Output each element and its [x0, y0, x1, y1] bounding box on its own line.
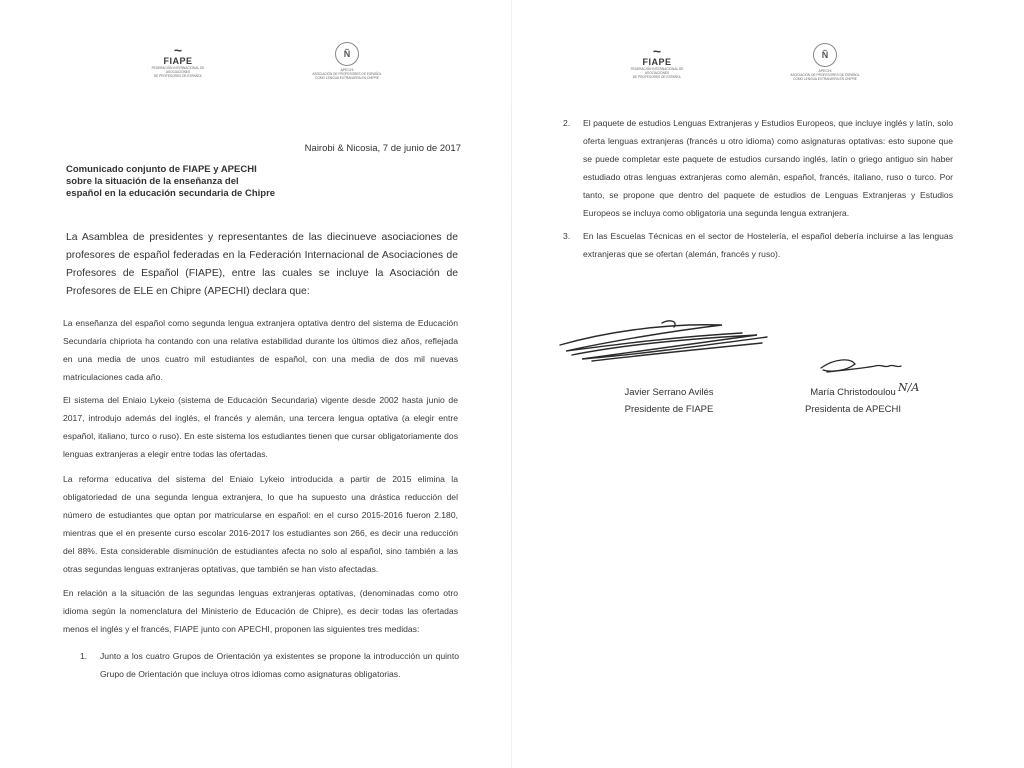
- fiape-logo-subtitle: DE PROFESORES DE ESPAÑOL: [153, 74, 203, 78]
- fiape-logo: [622, 45, 692, 79]
- fiape-logo-subtitle: FEDERACIÓN INTERNACIONAL DE ASOCIACIONES: [630, 67, 684, 75]
- heading-line: Comunicado conjunto de FIAPE y APECHI: [66, 164, 257, 175]
- apechi-logo-name: APECHI: [340, 68, 354, 72]
- fiape-tilde-icon: ~: [173, 42, 183, 58]
- apechi-seal-icon: Ñ: [335, 42, 359, 66]
- list-item-number: 1.: [80, 651, 88, 661]
- fiape-logo-name: FIAPE: [163, 56, 193, 66]
- signatory-role: Presidente de FIAPE: [624, 404, 714, 415]
- body-paragraph: El sistema del Eniaio Lykeio (sistema de Educación Secundaria) vigente desde 2002 hasta junio de 2017, introdujo además del inglés, el francés y alemán, una tercera lengua optativa (a elegir entre español, italiano, turco o ruso). En este sistema los estudiantes tienen que cursar obligatoriamente dos lenguas extranjeras a elegir entre todas las ofertadas.: [63, 395, 458, 459]
- list-item-text: El paquete de estudios Lenguas Extranjeras y Estudios Europeos, que incluye inglés y latín, solo oferta lenguas extranjeras (francés u otro idioma) como asignaturas optativas: esto supone que se puede completar este paquete de estudios cursando inglés, latín o griego antiguo sin haber estudiado otras lenguas extranjeras como alemán, español, francés, italiano, ruso o turco. Por tanto, se propone que dentro del paquete de estudios de Lenguas Extranjeras y Estudios Europeos se incluya como obligatoria una segunda lengua extranjera.: [583, 118, 953, 218]
- handwritten-initials: N/A: [898, 381, 920, 394]
- signature-maria-christodoulou: [815, 354, 905, 382]
- intro-paragraph: La Asamblea de presidentes y representantes de las diecinueve asociaciones de profesores de español federadas en la Federación Internacional de Asociaciones de Profesores de Español (FIAPE), entre las cuales se incluye la Asociación de Profesores de ELE en Chipre (APECHI) declara que:: [66, 232, 458, 297]
- apechi-logo-subtitle: ASOCIACIÓN DE PROFESORES DE ESPAÑOL: [790, 73, 860, 77]
- body-paragraph: En relación a la situación de las segundas lenguas extranjeras optativas, (denominadas como otro idioma según la nomenclatura del Ministerio de Educación de Chipre), es decir todas las ofertadas menos el inglés y el francés, FIAPE junto con APECHI, proponen las siguientes tres medidas:: [63, 588, 458, 634]
- apechi-logo-name: APECHI: [818, 69, 832, 73]
- right-page: [512, 0, 1024, 768]
- signatory-role: Presidenta de APECHI: [804, 404, 902, 415]
- heading-line: sobre la situación de la enseñanza del: [66, 176, 239, 187]
- body-paragraph: La reforma educativa del sistema del Eniaio Lykeio introducida a partir de 2015 elimina la obligatoriedad de una segunda lengua extranjera, lo que ha supuesto una drástica reducción del número de estudiantes que optan por matricularse en español: en el curso 2015-2016 fueron 2.180, mientras que el en presente curso escolar 2016-2017 los estudiantes son 266, es decir una reducción del 88%. Esta considerable disminución de estudiantes afecta no solo al español, sino también a las otras segundas lenguas extranjeras optativas, que también se han visto afectadas.: [63, 474, 458, 574]
- document-heading: [66, 164, 326, 200]
- apechi-seal-icon: Ñ: [813, 43, 837, 67]
- fiape-logo-subtitle: DE PROFESORES DE ESPAÑOL: [632, 75, 682, 79]
- apechi-logo-subtitle: ASOCIACIÓN DE PROFESORES DE ESPAÑOL: [312, 72, 382, 76]
- signatory-name: María Christodoulou: [810, 387, 896, 398]
- list-item: [563, 227, 953, 263]
- heading-line: español en la educación secundaria de Chipre: [66, 188, 276, 199]
- list-item-text: En las Escuelas Técnicas en el sector de Hostelería, el español debería incluirse a las lenguas extranjeras que se ofertan (alemán, francés y ruso).: [583, 231, 953, 259]
- list-item-number: 3.: [563, 231, 571, 241]
- fiape-logo-subtitle: FEDERACIÓN INTERNACIONAL DE ASOCIACIONES: [151, 66, 205, 74]
- list-item-number: 2.: [563, 118, 571, 128]
- fiape-logo-name: FIAPE: [642, 57, 672, 67]
- fiape-tilde-icon: ~: [652, 43, 662, 59]
- apechi-logo-subtitle: COMO LENGUA EXTRANJERA EN CHIPRE: [793, 77, 857, 81]
- apechi-logo-subtitle: COMO LENGUA EXTRANJERA EN CHIPRE: [315, 76, 379, 80]
- signatory-block: [584, 384, 754, 418]
- document-date: Nairobi & Nicosia, 7 de junio de 2017: [304, 143, 461, 154]
- fiape-logo: [143, 44, 213, 78]
- list-item-text: Junto a los cuatro Grupos de Orientación ya existentes se propone la introducción un quinto Grupo de Orientación que incluya otros idiomas como asignaturas obligatorias.: [100, 651, 459, 679]
- apechi-logo: [790, 43, 860, 81]
- signatory-name: Javier Serrano Avilés: [624, 387, 714, 398]
- apechi-logo: [312, 42, 382, 80]
- list-item: [563, 114, 953, 222]
- body-paragraph: La enseñanza del español como segunda lengua extranjera optativa dentro del sistema de Educación Secundaria chipriota ha contando con una relativa estabilidad durante los últimos diez años, reflejada en una media de unos cuatro mil estudiantes de español, con una media de dos mil nuevas matriculaciones cada año.: [63, 318, 458, 382]
- list-item: [80, 647, 459, 683]
- signature-javier-serrano: [552, 315, 782, 375]
